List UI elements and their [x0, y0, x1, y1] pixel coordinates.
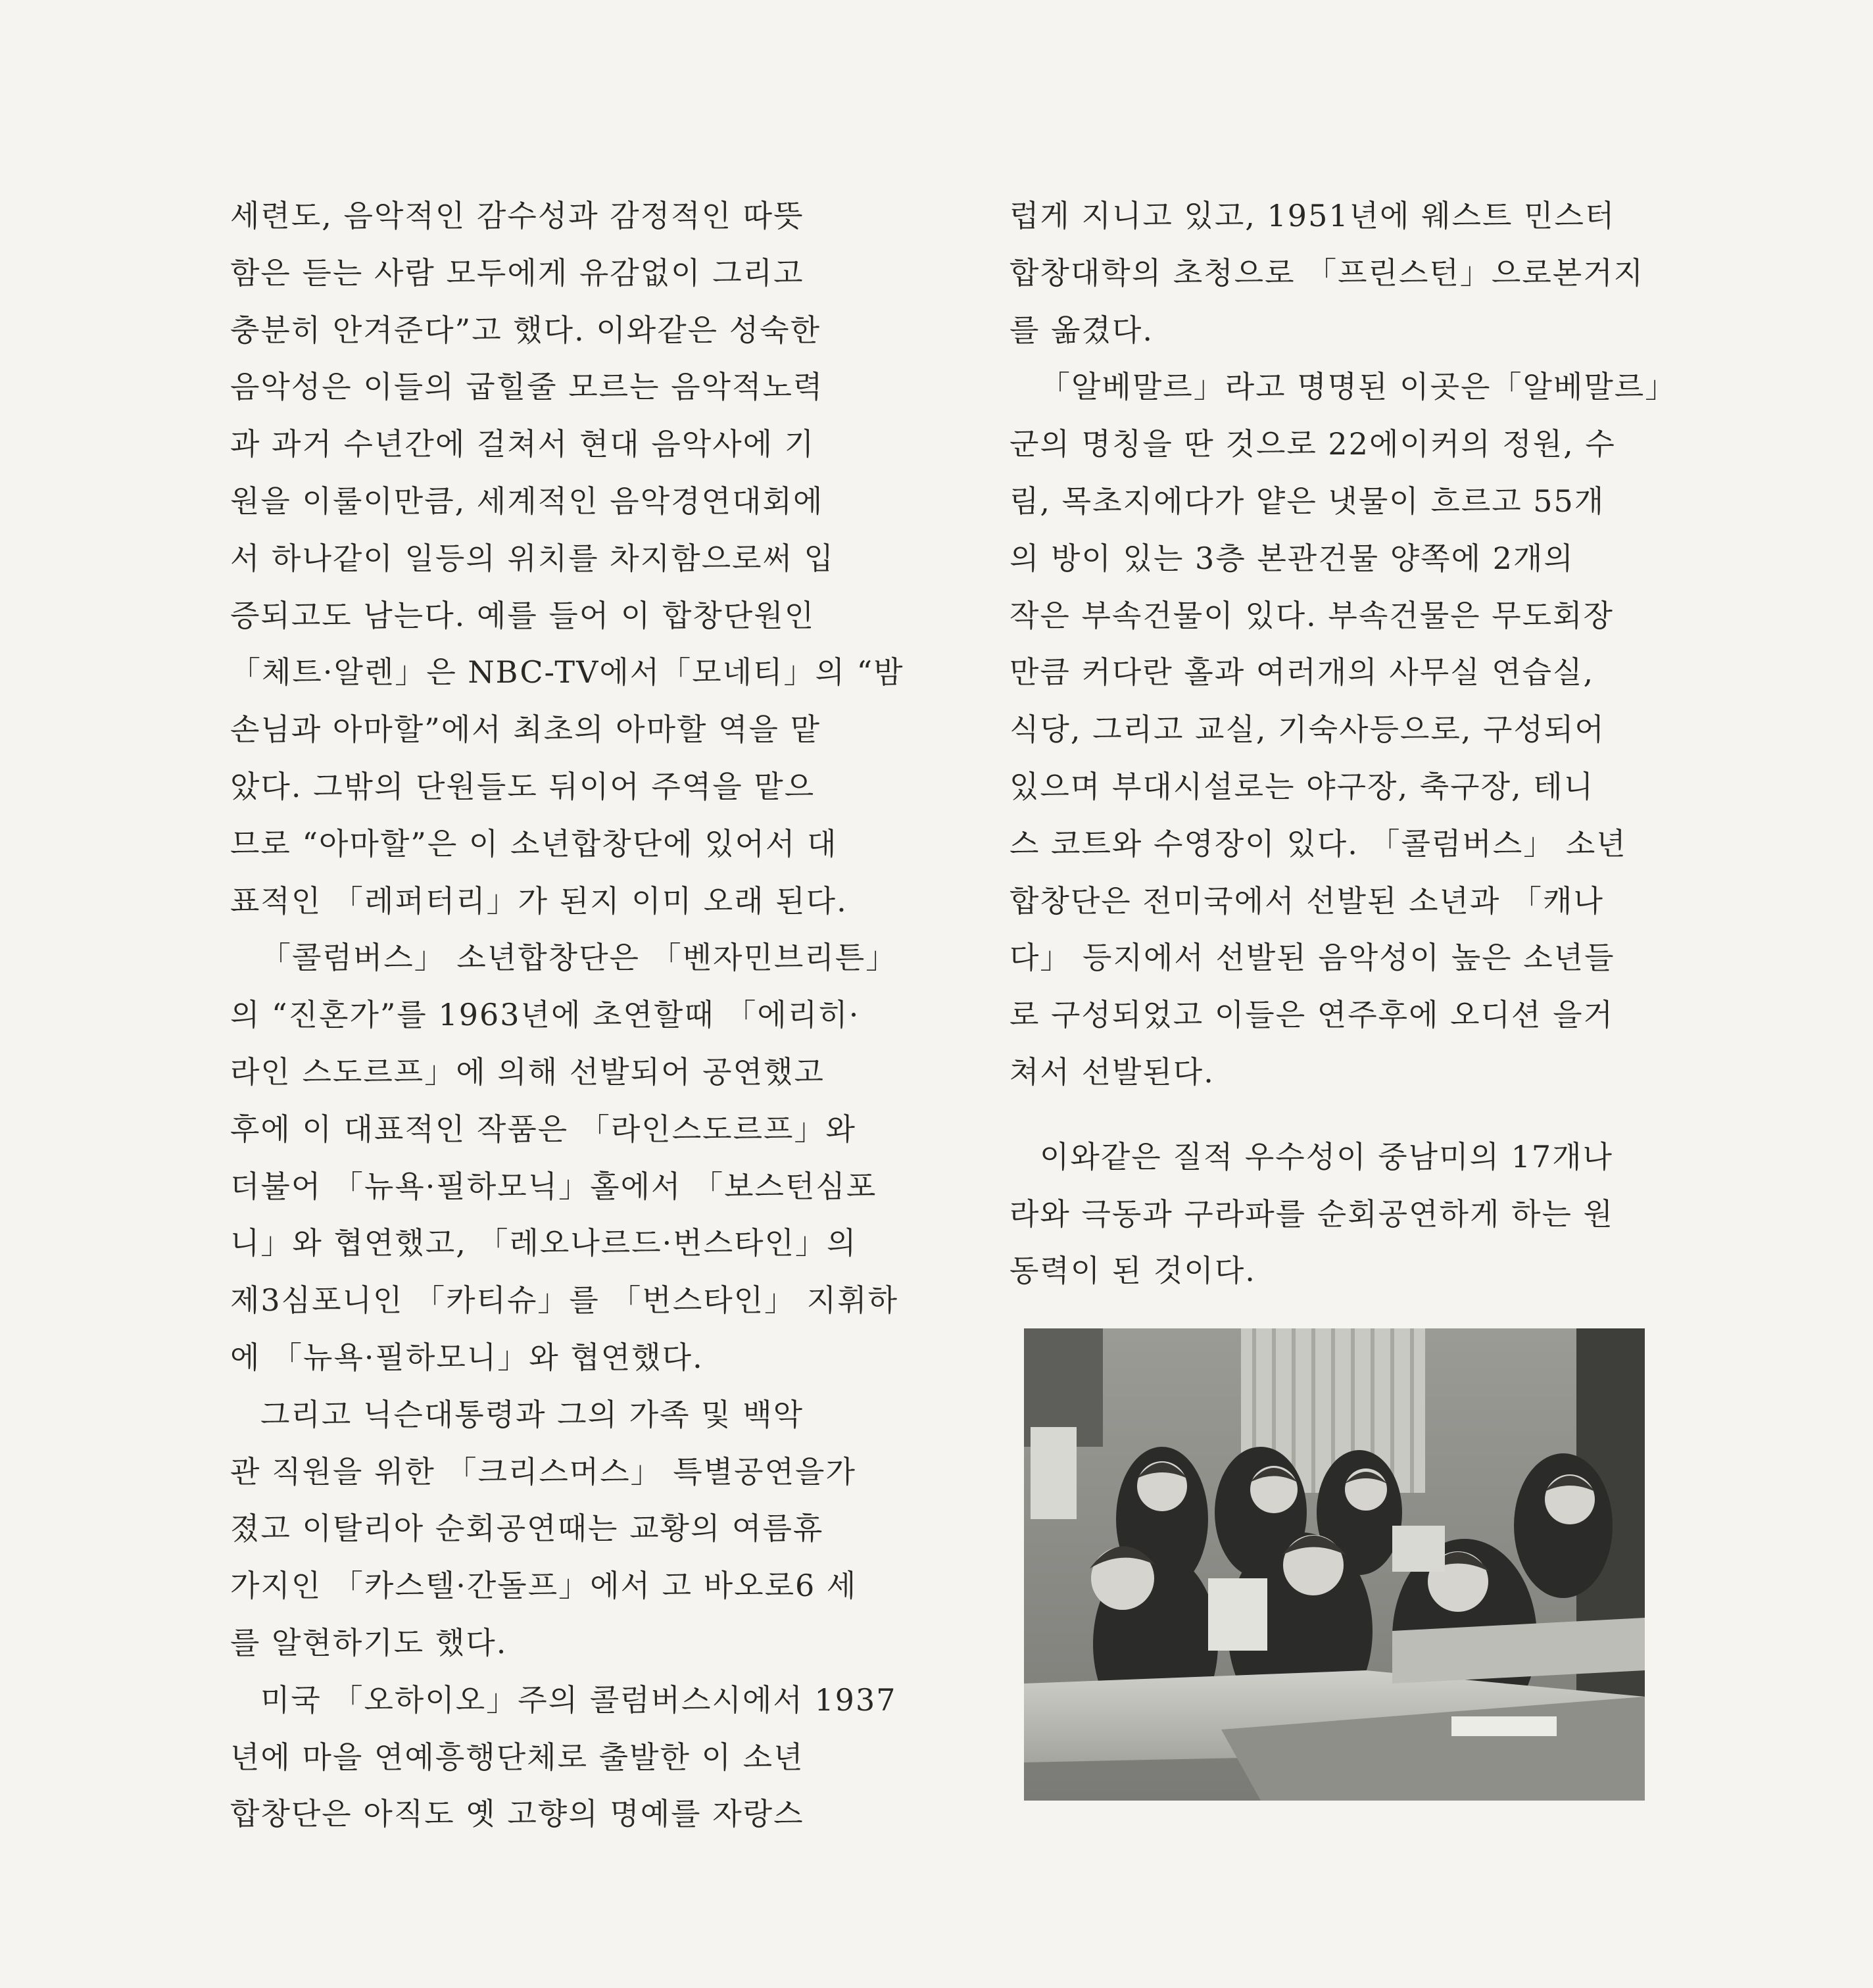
text-line: 동력이 된 것이다. — [1009, 1253, 1256, 1289]
text-line: 손님과 아마할”에서 최초의 아마할 역을 맡 — [230, 712, 821, 748]
text-line: 미국 「오하이오」주의 콜럼버스시에서 1937 — [260, 1682, 897, 1718]
text-line: 가지인 「카스텔·간돌프」에서 고 바오로6 세 — [230, 1568, 858, 1604]
text-line: 므로 “아마할”은 이 소년합창단에 있어서 대 — [230, 825, 838, 861]
text-line: 표적인 「레퍼터리」가 된지 이미 오래 된다. — [230, 883, 848, 919]
text-line: 쳐서 선발된다. — [1009, 1054, 1215, 1090]
text-line: 로 구성되었고 이들은 연주후에 오디션 을거 — [1009, 997, 1614, 1033]
text-line: 합창단은 아직도 옛 고향의 명예를 자랑스 — [230, 1796, 804, 1832]
text-line: 「콜럼버스」 소년합창단은 「벤자민브리튼」 — [260, 940, 898, 976]
text-line: 라와 극동과 구라파를 순회공연하게 하는 원 — [1009, 1196, 1614, 1232]
text-line: 함은 듣는 사람 모두에게 유감없이 그리고 — [230, 255, 804, 291]
text-line: 럽게 지니고 있고, 1951년에 웨스트 민스터 — [1009, 198, 1616, 233]
right-text-column — [1009, 187, 1677, 1299]
text-line: 의 “진혼가”를 1963년에 초연할때 「에리히· — [230, 997, 860, 1033]
text-line: 의 방이 있는 3층 본관건물 양쪽에 2개의 — [1009, 540, 1574, 576]
classroom-photo — [1024, 1328, 1645, 1801]
text-line: 이와같은 질적 우수성이 중남미의 17개나 — [1040, 1138, 1613, 1175]
text-line: 를 옮겼다. — [1009, 312, 1154, 348]
text-line: 년에 마을 연예흥행단체로 출발한 이 소년 — [230, 1739, 804, 1775]
text-line: 스 코트와 수영장이 있다. 「콜럼버스」 소년 — [1009, 825, 1627, 861]
text-line: 「체트·알렌」은 NBC-TV에서「모네티」의 “밤 — [230, 654, 904, 691]
text-line: 충분히 안겨준다”고 했다. 이와같은 성숙한 — [230, 312, 821, 348]
text-line: 있으며 부대시설로는 야구장, 축구장, 테니 — [1009, 768, 1595, 804]
text-line: 작은 부속건물이 있다. 부속건물은 무도회장 — [1009, 597, 1614, 633]
text-line: 과 과거 수년간에 걸쳐서 현대 음악사에 기 — [230, 426, 815, 462]
text-line: 관 직원을 위한 「크리스머스」 특별공연을가 — [230, 1453, 856, 1490]
text-line: 제3심포니인 「카티슈」를 「번스타인」 지휘하 — [230, 1282, 899, 1319]
text-line: 만큼 커다란 홀과 여러개의 사무실 연습실, — [1009, 654, 1595, 691]
text-line: 라인 스도르프」에 의해 선발되어 공연했고 — [230, 1054, 825, 1090]
text-line: 음악성은 이들의 굽힐줄 모르는 음악적노력 — [230, 369, 824, 405]
text-line: 다」 등지에서 선발된 음악성이 높은 소년들 — [1009, 940, 1615, 976]
right-paragraph-block-2 — [1009, 1128, 1651, 1299]
text-line: 식당, 그리고 교실, 기숙사등으로, 구성되어 — [1009, 712, 1605, 748]
text-line: 서 하나같이 일등의 위치를 차지함으로써 입 — [230, 540, 835, 576]
paragraph-gap — [1009, 1101, 1651, 1128]
text-line: 니」와 협연했고, 「레오나르드·번스타인」의 — [230, 1225, 858, 1261]
right-paragraph-block-1 — [1009, 187, 1677, 1101]
text-line: 합창단은 전미국에서 선발된 소년과 「캐나 — [1009, 883, 1604, 919]
text-line: 더불어 「뉴욕·필하모닉」홀에서 「보스턴심포 — [230, 1168, 877, 1204]
text-line: 았다. 그밖의 단원들도 뒤이어 주역을 맡으 — [230, 768, 815, 804]
text-line: 를 알현하기도 했다. — [230, 1624, 508, 1661]
text-line: 세련도, 음악적인 감수성과 감정적인 따뜻 — [230, 198, 804, 233]
left-text-column — [230, 187, 904, 1843]
text-line: 그리고 닉슨대통령과 그의 가족 및 백악 — [260, 1396, 804, 1432]
text-line: 졌고 이탈리아 순회공연때는 교황의 여름휴 — [230, 1511, 824, 1547]
text-line: 림, 목초지에다가 얕은 냇물이 흐르고 55개 — [1009, 483, 1605, 519]
text-line: 합창대학의 초청으로 「프린스턴」으로본거지 — [1009, 255, 1645, 291]
text-line: 원을 이룰이만큼, 세계적인 음악경연대회에 — [230, 483, 824, 519]
text-line: 에 「뉴욕·필하모니」와 협연했다. — [230, 1339, 704, 1375]
text-line: 「알베말르」라고 명명된 이곳은「알베말르」 — [1040, 369, 1677, 405]
text-line: 증되고도 남는다. 예를 들어 이 합창단원인 — [230, 597, 815, 633]
text-line: 군의 명칭을 딴 것으로 22에이커의 정원, 수 — [1009, 426, 1616, 462]
text-line: 후에 이 대표적인 작품은 「라인스도르프」와 — [230, 1111, 856, 1147]
